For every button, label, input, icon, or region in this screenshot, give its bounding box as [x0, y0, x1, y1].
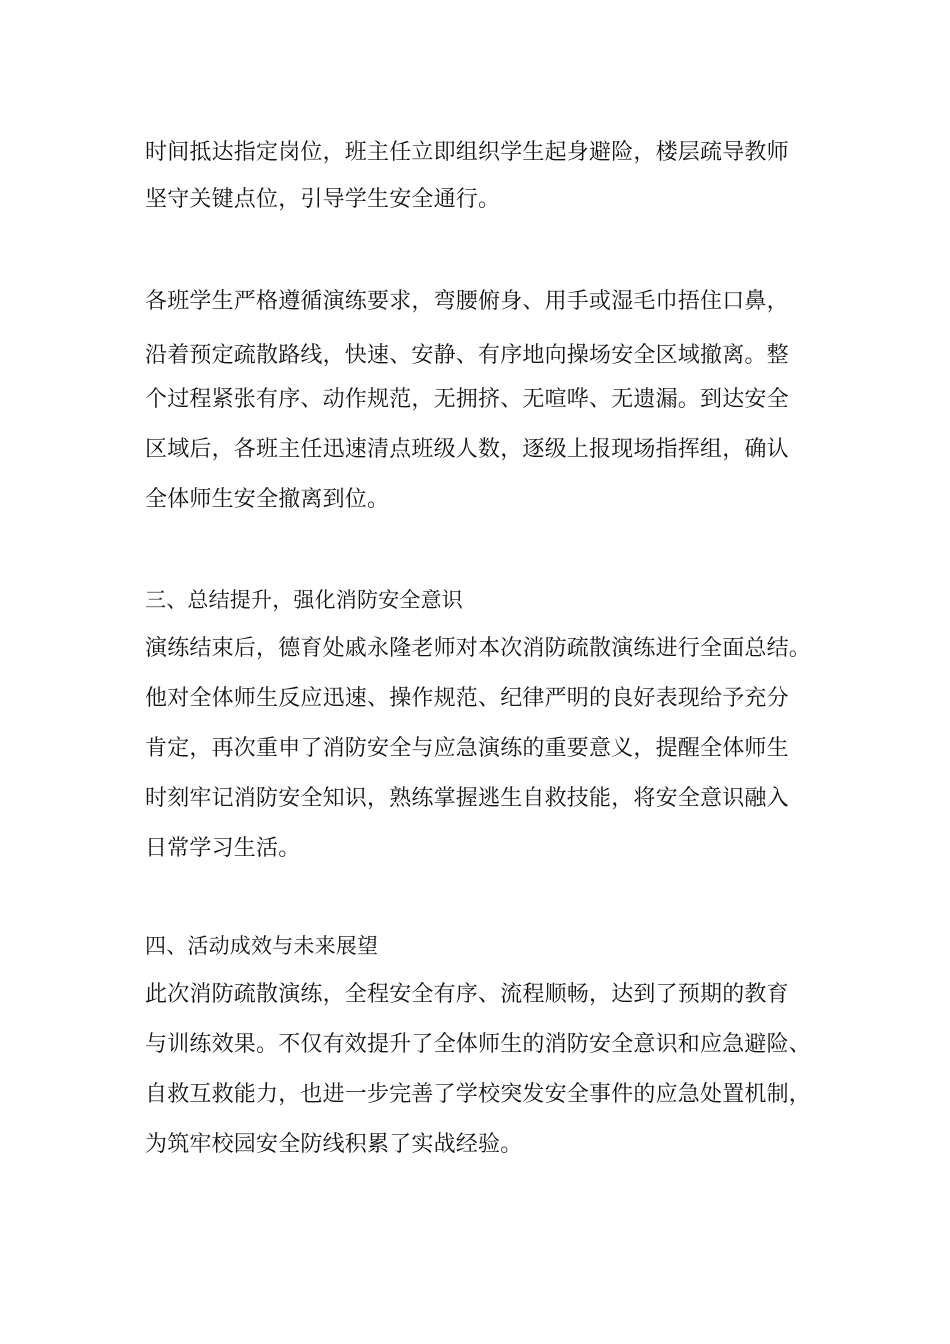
paragraph-line: 自救互救能力，也进一步完善了学校突发安全事件的应急处置机制， [145, 1082, 812, 1107]
section-heading: 三、总结提升，强化消防安全意识 [145, 588, 463, 612]
paragraph-line: 此次消防疏散演练，全程安全有序、流程顺畅，达到了预期的教育 [145, 982, 789, 1007]
paragraph-line: 为筑牢校园安全防线积累了实战经验。 [145, 1132, 523, 1157]
paragraph-line: 全体师生安全撤离到位。 [145, 487, 390, 512]
paragraph-line: 坚守关键点位，引导学生安全通行。 [145, 187, 501, 212]
paragraph-line: 他对全体师生反应迅速、操作规范、纪律严明的良好表现给予充分 [145, 686, 789, 711]
paragraph-line: 与训练效果。不仅有效提升了全体师生的消防安全意识和应急避险、 [145, 1032, 812, 1057]
paragraph-line: 时刻牢记消防安全知识，熟练掌握逃生自救技能，将安全意识融入 [145, 786, 789, 811]
paragraph-line: 各班学生严格遵循演练要求，弯腰俯身、用手或湿毛巾捂住口鼻， [145, 289, 789, 314]
paragraph-line: 演练结束后，德育处戚永隆老师对本次消防疏散演练进行全面总结。 [145, 636, 812, 661]
paragraph-line: 日常学习生活。 [145, 836, 301, 861]
section-heading: 四、活动成效与未来展望 [145, 934, 379, 958]
paragraph-line: 肯定，再次重申了消防安全与应急演练的重要意义，提醒全体师生 [145, 736, 789, 761]
paragraph-line: 个过程紧张有序、动作规范，无拥挤、无喧哗、无遗漏。到达安全 [145, 387, 789, 412]
paragraph-line: 时间抵达指定岗位，班主任立即组织学生起身避险，楼层疏导教师 [145, 140, 789, 165]
paragraph-line: 区域后，各班主任迅速清点班级人数，逐级上报现场指挥组，确认 [145, 437, 789, 462]
paragraph-line: 沿着预定疏散路线，快速、安静、有序地向操场安全区域撤离。整 [145, 343, 789, 368]
